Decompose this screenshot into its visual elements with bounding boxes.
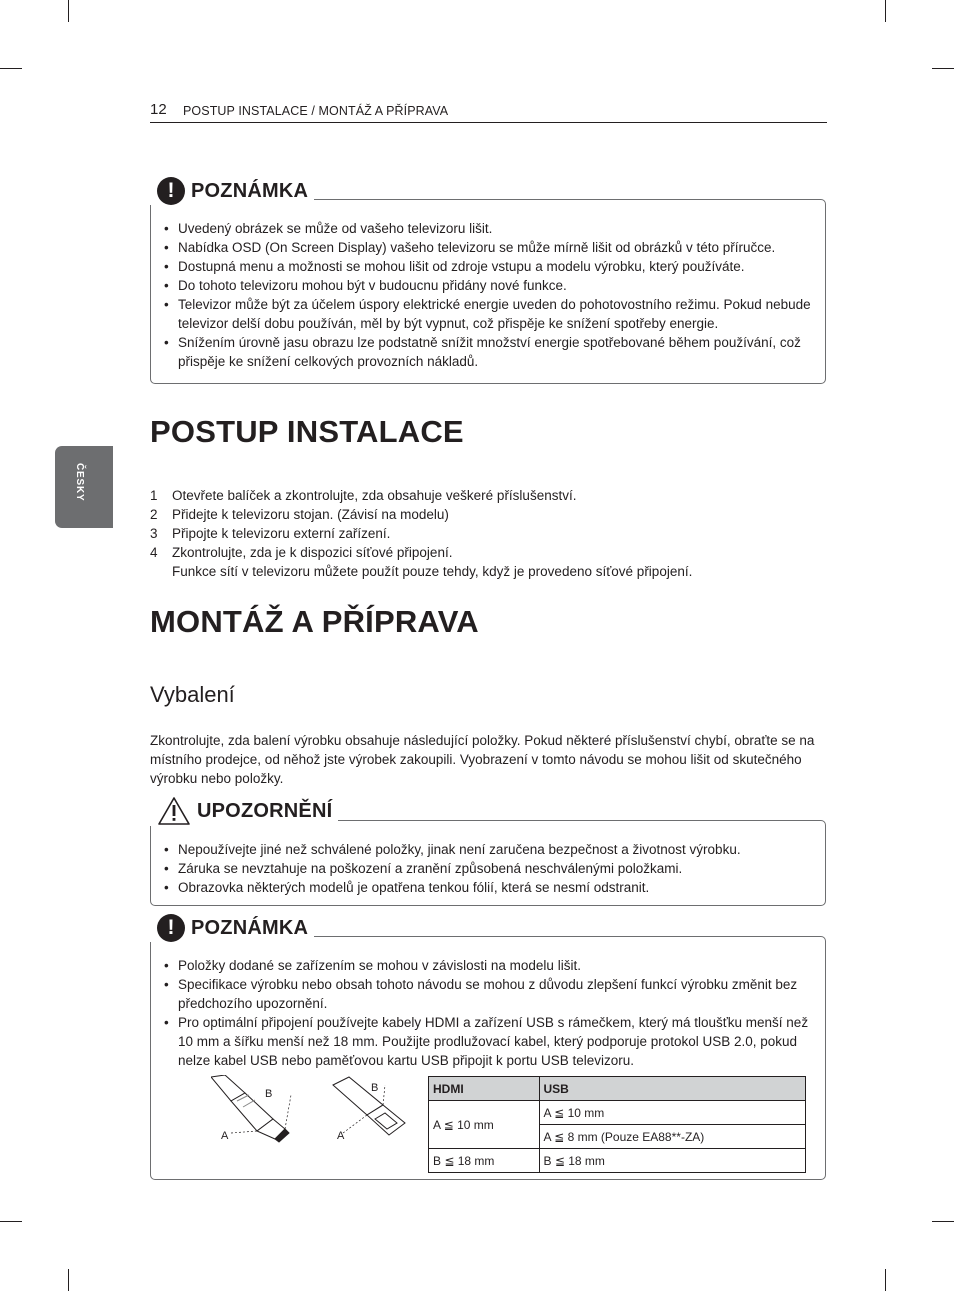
step-item — [150, 543, 692, 581]
list-item: • Specifikace výrobku nebo obsah tohoto návodu se mohou z důvodu zlepšení funkcí výrobku změnit bez předchozího upozornění. — [164, 975, 813, 1013]
table-cell: A ≦ 8 mm (Pouze EA88**-ZA) — [539, 1125, 806, 1149]
page-header — [150, 101, 827, 123]
exclamation-icon — [157, 177, 185, 205]
table-cell: A ≦ 10 mm — [429, 1101, 540, 1149]
list-item: • Pro optimální připojení používejte kabely HDMI a zařízení USB s rámečkem, který má tloušťku menší než 10 mm a šířku menší než 18 mm. Použijte prodlužovací kabel, který podporuje protokol USB 2.0, pokud nelze kabel USB nebo paměťovou kartu USB připojit k portu USB televizoru. — [164, 1013, 813, 1070]
note-box-2 — [150, 916, 826, 1180]
step-text: Zkontrolujte, zda je k dispozici síťové připojení. — [172, 545, 453, 560]
section-heading-install: POSTUP INSTALACE — [150, 414, 464, 449]
warning-triangle-icon — [157, 796, 191, 826]
subsection-heading: Vybalení — [150, 682, 235, 707]
label-b: B — [265, 1088, 273, 1100]
label-b: B — [371, 1082, 379, 1094]
caution-header — [145, 796, 338, 826]
step-item — [150, 524, 692, 543]
note-list — [164, 956, 813, 1070]
table-header-row — [429, 1077, 806, 1101]
crop-mark — [68, 0, 69, 22]
caution-box — [150, 799, 826, 906]
running-title: POSTUP INSTALACE / MONTÁŽ A PŘÍPRAVA — [183, 104, 449, 118]
crop-mark — [932, 68, 954, 69]
label-a: A — [337, 1130, 345, 1142]
crop-mark — [0, 68, 22, 69]
language-tab — [55, 446, 113, 528]
step-number: 1 — [150, 488, 158, 503]
table-cell: B ≦ 18 mm — [539, 1149, 806, 1173]
label-a: A — [221, 1130, 229, 1142]
table-row — [429, 1149, 806, 1173]
step-number: 2 — [150, 507, 158, 522]
intro-paragraph: Zkontrolujte, zda balení výrobku obsahuje následující položky. Pokud některé příslušenství chybí, obraťte se na místního prodejce, od něhož jste výrobek zakoupili. Vyobrazení v tomto návodu se mohou lišit od skutečného výrobku nebo položky. — [150, 733, 815, 786]
note-title: POZNÁMKA — [191, 916, 309, 939]
list-item: • Do tohoto televizoru mohou být v budoucnu přidány nové funkce. — [164, 276, 813, 295]
hdmi-connector-diagram — [211, 1075, 311, 1145]
exclamation-icon — [157, 914, 185, 942]
table-header-usb: USB — [539, 1077, 806, 1101]
list-item: • Záruka se nevztahuje na poškození a zranění způsobená neschválenými položkami. — [164, 859, 813, 878]
step-text: Otevřete balíček a zkontrolujte, zda obsahuje veškeré příslušenství. — [172, 488, 577, 503]
step-number: 3 — [150, 526, 158, 541]
crop-mark — [0, 1221, 22, 1222]
caution-list — [164, 840, 813, 897]
list-item: • Snížením úrovně jasu obrazu lze podstatně snížit množství energie spotřebované během používání, což přispěje ke snížení celkových provozních nákladů. — [164, 333, 813, 371]
table-cell: B ≦ 18 mm — [429, 1149, 540, 1173]
note-header — [145, 914, 314, 942]
section-heading-assembly: MONTÁŽ A PŘÍPRAVA — [150, 604, 479, 639]
step-text: Připojte k televizoru externí zařízení. — [172, 526, 391, 541]
usb-connector-diagram — [329, 1075, 429, 1145]
note-box — [150, 179, 826, 384]
crop-mark — [885, 1269, 886, 1291]
connector-size-table — [428, 1076, 806, 1173]
step-number: 4 — [150, 545, 158, 560]
step-subtext: Funkce sítí v televizoru můžete použít pouze tehdy, když je provedeno síťové připojení. — [172, 564, 693, 579]
page-number: 12 — [150, 101, 167, 118]
note-title: POZNÁMKA — [191, 179, 309, 202]
install-steps — [150, 486, 692, 581]
list-item: • Obrazovka některých modelů je opatřena tenkou fólií, která se nesmí odstranit. — [164, 878, 813, 897]
list-item: • Dostupná menu a možnosti se mohou lišit od zdroje vstupu a modelu výrobku, který používáte. — [164, 257, 813, 276]
list-item: • Uvedený obrázek se může od vašeho televizoru lišit. — [164, 219, 813, 238]
caution-title: UPOZORNĚNÍ — [197, 799, 333, 822]
step-item — [150, 505, 692, 524]
note-header — [145, 177, 314, 205]
step-text: Přidejte k televizoru stojan. (Závisí na modelu) — [172, 507, 449, 522]
list-item: • Položky dodané se zařízením se mohou v závislosti na modelu lišit. — [164, 956, 813, 975]
list-item: • Nepoužívejte jiné než schválené položky, jinak není zaručena bezpečnost a životnost výrobku. — [164, 840, 813, 859]
crop-mark — [885, 0, 886, 22]
table-row — [429, 1101, 806, 1125]
crop-mark — [932, 1221, 954, 1222]
step-item — [150, 486, 692, 505]
list-item: • Nabídka OSD (On Screen Display) vašeho televizoru se může mírně lišit od obrázků v této příručce. — [164, 238, 813, 257]
table-header-hdmi: HDMI — [429, 1077, 540, 1101]
crop-mark — [68, 1269, 69, 1291]
list-item: • Televizor může být za účelem úspory elektrické energie uveden do pohotovostního režimu. Pokud nebude televizor delší dobu používán, měl by být vypnut, což přispěje ke snížení spotřeby energie. — [164, 295, 813, 333]
note-list — [164, 219, 813, 371]
language-tab-label: ČESKY — [74, 463, 85, 502]
table-cell: A ≦ 10 mm — [539, 1101, 806, 1125]
